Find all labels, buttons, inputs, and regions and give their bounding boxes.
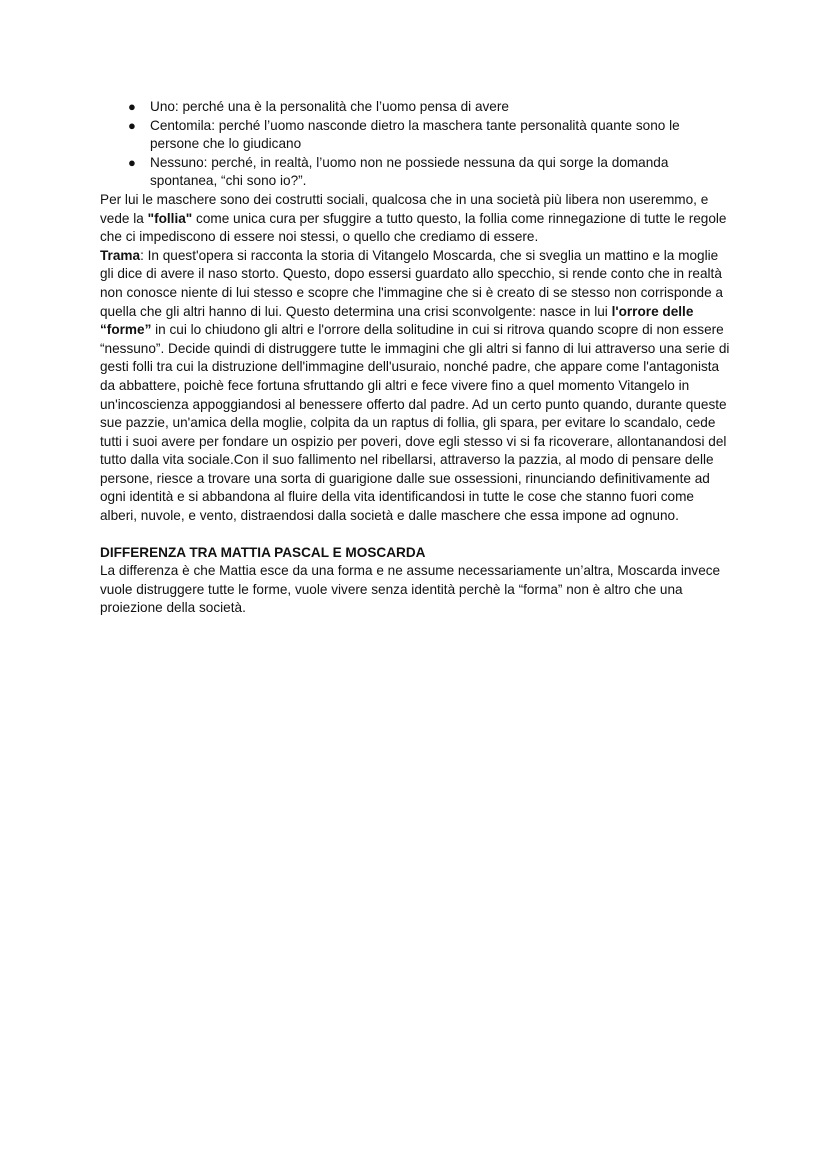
bullet-icon: ● bbox=[128, 99, 136, 114]
paragraph-trama bbox=[100, 247, 732, 526]
document-content bbox=[100, 98, 732, 618]
bullet-list bbox=[100, 98, 732, 191]
paragraph-text: come unica cura per sfuggire a tutto questo, la follia come rinnegazione di tutte le regole che ci impediscono di essere noi stessi, o quello che crediamo di essere. bbox=[100, 210, 727, 245]
list-item bbox=[100, 117, 732, 154]
paragraph-masks bbox=[100, 191, 732, 247]
section-heading: DIFFERENZA TRA MATTIA PASCAL E MOSCARDA bbox=[100, 544, 426, 560]
bullet-icon: ● bbox=[128, 117, 136, 133]
list-item-text: Nessuno: perché, in realtà, l’uomo non ne possiede nessuna da qui sorge la domanda spontanea, “chi sono io?”. bbox=[150, 154, 669, 189]
list-item bbox=[100, 98, 732, 117]
bold-term-forme: l'orrore delle “forme” bbox=[100, 303, 694, 338]
section-body: La differenza è che Mattia esce da una forma e ne assume necessariamente un’altra, Moscarda invece vuole distruggere tutte le forme, vuole vivere senza identità perchè la “forma” non è altro che una proiezione della società. bbox=[100, 563, 721, 616]
list-item-text: Uno: perché una è la personalità che l’uomo pensa di avere bbox=[150, 99, 509, 114]
paragraph-text: Per lui le maschere sono dei costrutti sociali, qualcosa che in una società più libera non useremmo, e vede la bbox=[100, 191, 709, 226]
list-item-text: Centomila: perché l’uomo nasconde dietro la maschera tante personalità quante sono le persone che lo giudicano bbox=[150, 117, 680, 152]
paragraph-text: : In quest'opera si racconta la storia di Vitangelo Moscarda, che si sveglia un mattino e la moglie gli dice di avere il naso storto. Questo, dopo essersi guardato allo specchio, si rende conto che in realtà non conosce niente di lui stesso e scopre che l'immagine che si è creato di se stesso non corrisponde a quella che gli altri hanno di lui. Questo determina una crisi sconvolgente: nasce in lui bbox=[100, 247, 723, 319]
bold-term-follia: "follia" bbox=[147, 210, 193, 226]
paragraph-text: in cui lo chiudono gli altri e l'orrore della solitudine in cui si ritrova quando scopre di non essere “nessuno”. Decide quindi di distruggere tutte le immagini che gli altri si fanno di lui attraverso una serie di gesti folli tra cui la distruzione dell'immagine dell'usuraio, nonché padre, che appare come l'antagonista da abbattere, poichè fece fortuna sfruttando gli altri e fece vivere fino a quel momento Vitangelo in un'incoscienza appoggiandosi al benessere offerto dal padre. Ad un certo punto quando, durante queste sue pazzie, un'amica della moglie, colpita da un raptus di follia, gli spara, per evitare lo scandalo, cede tutti i suoi avere per fondare un ospizio per poveri, dove egli stesso vi si fa ricoverare, allontanandosi del tutto dalla vita sociale.Con il suo fallimento nel ribellarsi, attraverso la pazzia, al modo di pensare delle persone, riesce a trovare una sorta di guarigione dalle sue ossessioni, rinunciando definitivamente ad ogni identità e si abbandona al fluire della vita identificandosi in tutte le cose che stanno fuori come alberi, nuvole, e vento, distraendosi dalla società e dalle maschere che essa impone ad ognuno. bbox=[100, 322, 730, 524]
list-item bbox=[100, 154, 732, 191]
trama-label: Trama bbox=[100, 247, 141, 263]
bullet-icon: ● bbox=[128, 154, 136, 170]
